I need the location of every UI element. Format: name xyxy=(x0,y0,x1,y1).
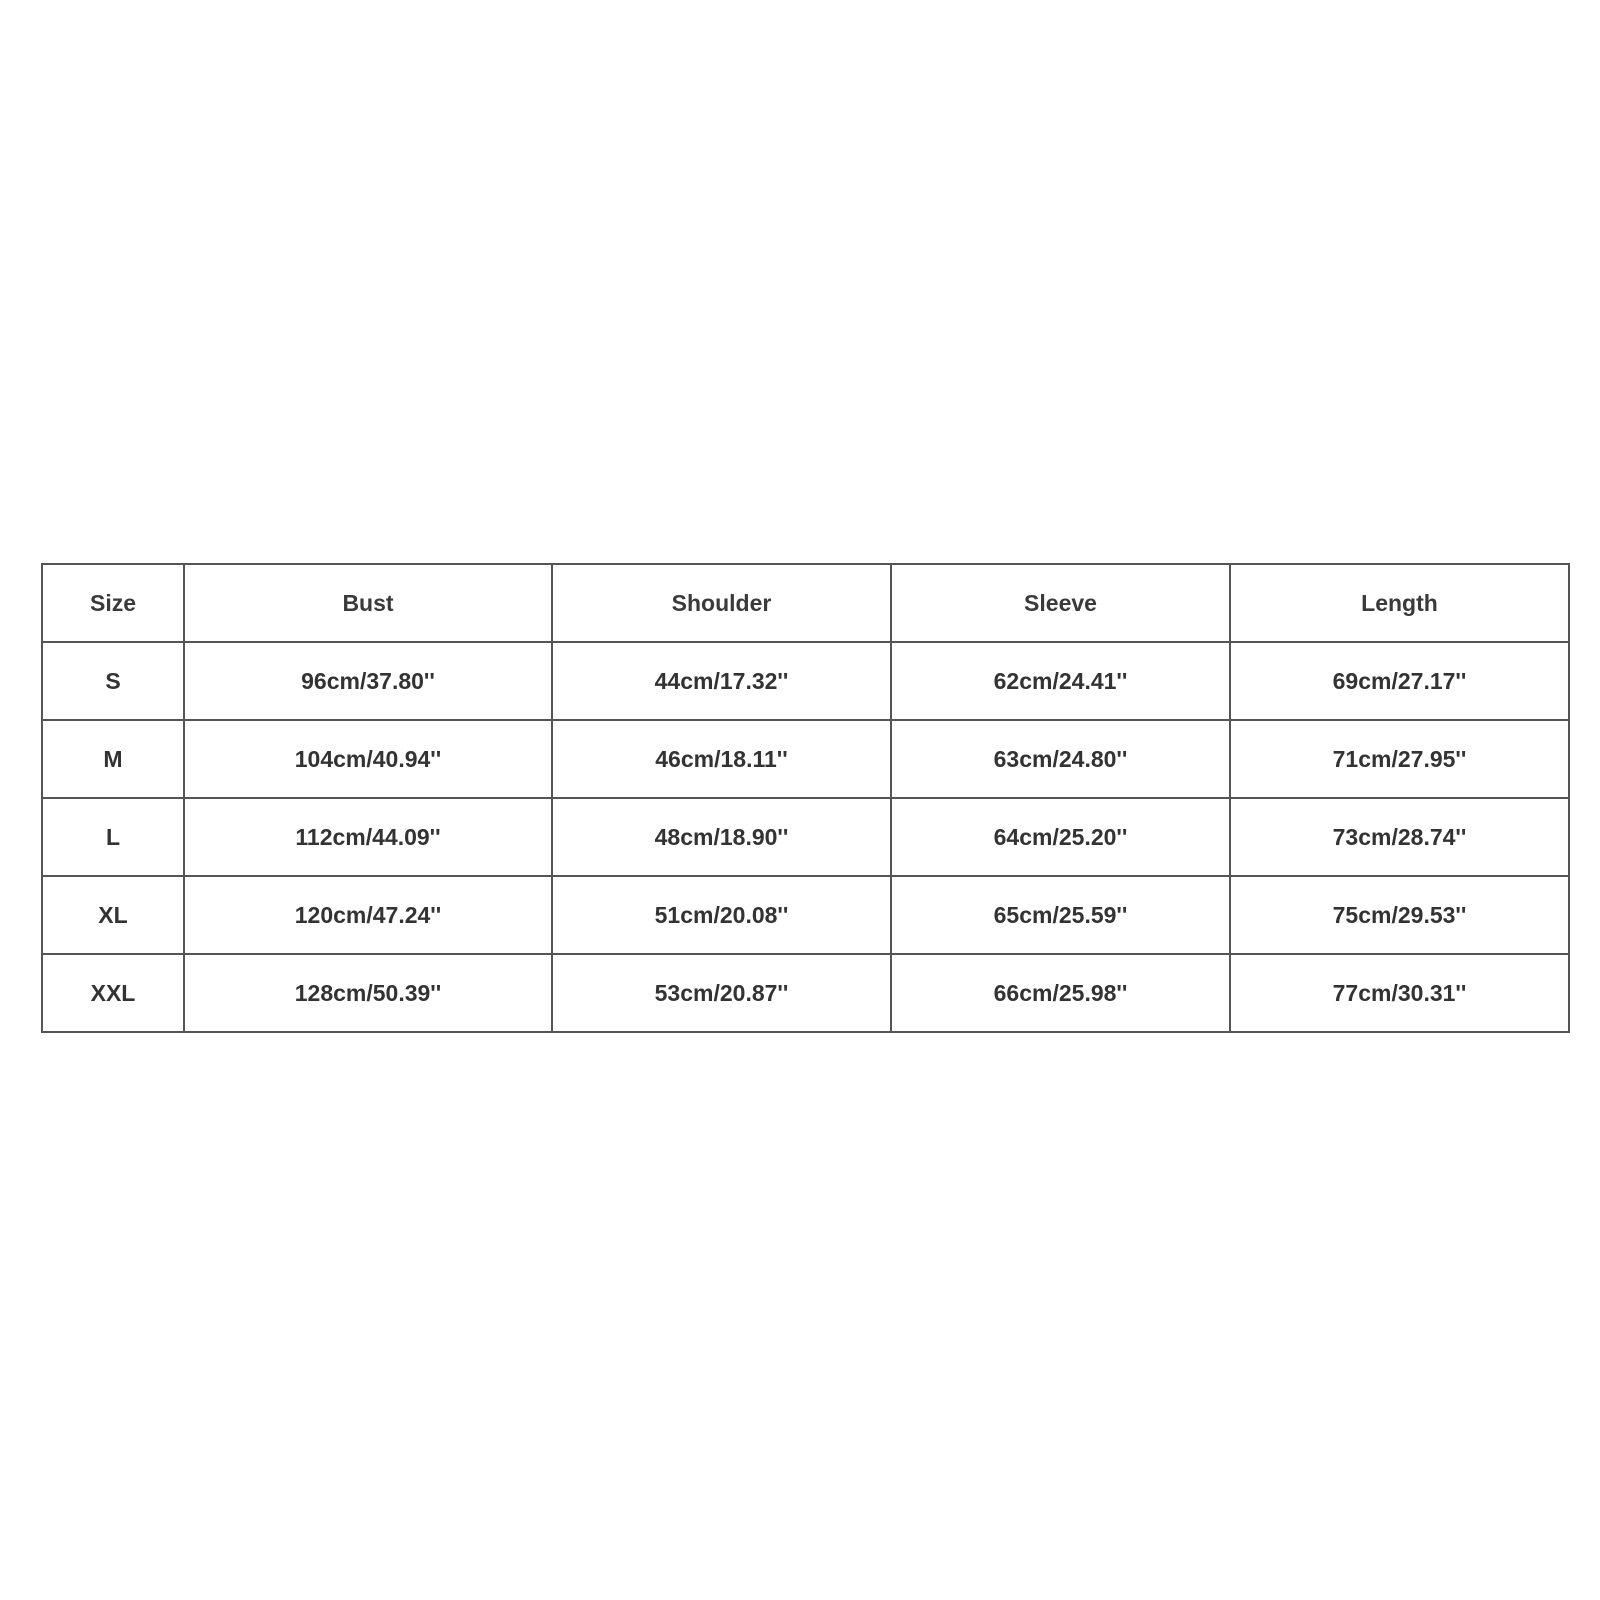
cell-sleeve: 66cm/25.98'' xyxy=(891,954,1230,1032)
cell-bust: 104cm/40.94'' xyxy=(184,720,552,798)
cell-bust: 128cm/50.39'' xyxy=(184,954,552,1032)
header-sleeve: Sleeve xyxy=(891,564,1230,642)
cell-length: 77cm/30.31'' xyxy=(1230,954,1569,1032)
cell-shoulder: 44cm/17.32'' xyxy=(552,642,891,720)
table-row xyxy=(42,876,1569,954)
cell-size: XL xyxy=(42,876,184,954)
cell-length: 75cm/29.53'' xyxy=(1230,876,1569,954)
header-size: Size xyxy=(42,564,184,642)
cell-length: 69cm/27.17'' xyxy=(1230,642,1569,720)
cell-size: S xyxy=(42,642,184,720)
cell-sleeve: 63cm/24.80'' xyxy=(891,720,1230,798)
cell-shoulder: 48cm/18.90'' xyxy=(552,798,891,876)
cell-sleeve: 65cm/25.59'' xyxy=(891,876,1230,954)
cell-bust: 96cm/37.80'' xyxy=(184,642,552,720)
cell-size: L xyxy=(42,798,184,876)
cell-shoulder: 53cm/20.87'' xyxy=(552,954,891,1032)
cell-sleeve: 64cm/25.20'' xyxy=(891,798,1230,876)
table-header-row xyxy=(42,564,1569,642)
cell-shoulder: 46cm/18.11'' xyxy=(552,720,891,798)
cell-length: 71cm/27.95'' xyxy=(1230,720,1569,798)
cell-sleeve: 62cm/24.41'' xyxy=(891,642,1230,720)
cell-length: 73cm/28.74'' xyxy=(1230,798,1569,876)
cell-size: XXL xyxy=(42,954,184,1032)
cell-shoulder: 51cm/20.08'' xyxy=(552,876,891,954)
header-length: Length xyxy=(1230,564,1569,642)
header-bust: Bust xyxy=(184,564,552,642)
cell-bust: 120cm/47.24'' xyxy=(184,876,552,954)
cell-bust: 112cm/44.09'' xyxy=(184,798,552,876)
size-chart-table xyxy=(41,563,1570,1033)
header-shoulder: Shoulder xyxy=(552,564,891,642)
cell-size: M xyxy=(42,720,184,798)
table-row xyxy=(42,720,1569,798)
table-row xyxy=(42,954,1569,1032)
table-row xyxy=(42,798,1569,876)
table-row xyxy=(42,642,1569,720)
